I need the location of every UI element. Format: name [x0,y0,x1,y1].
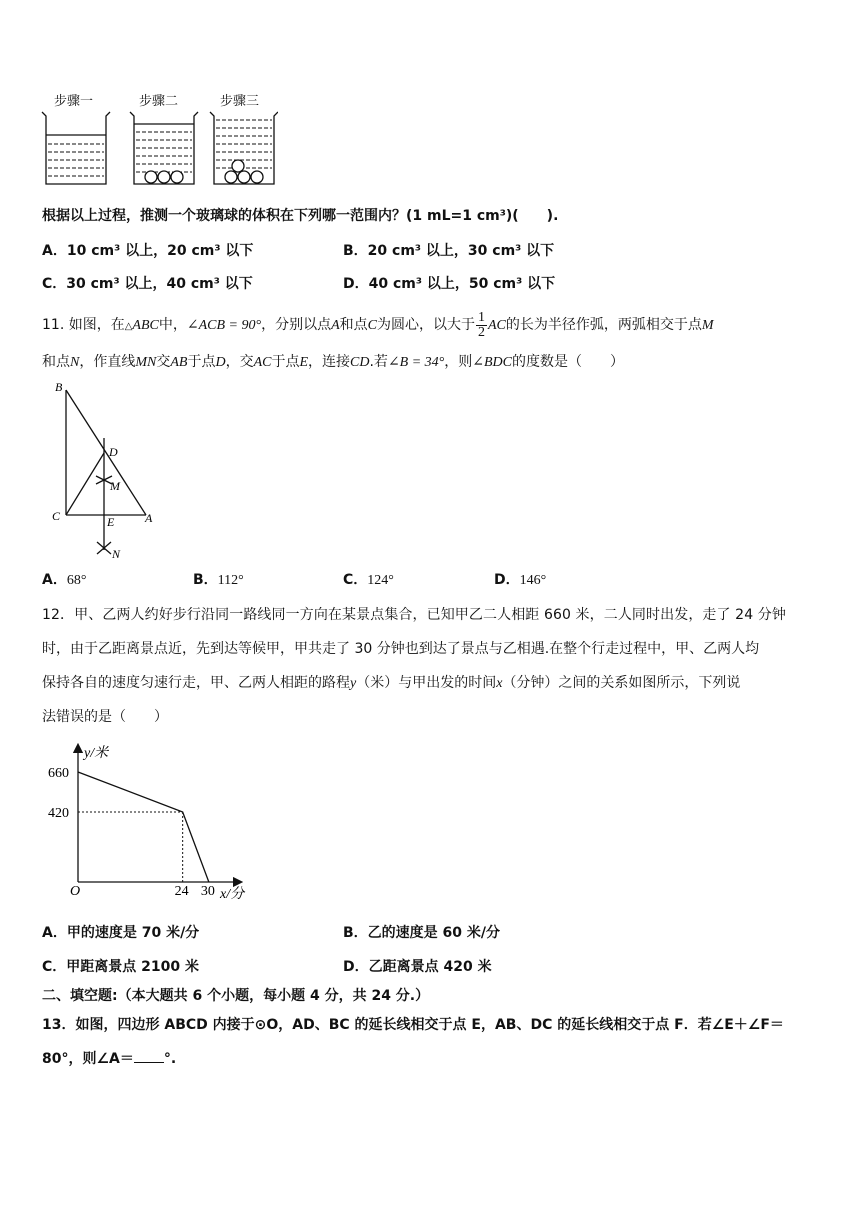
beaker-3 [210,112,278,184]
q12-line3: 保持各自的速度匀速行走，甲、乙两人相距的路程y（米）与甲出发的时间x（分钟）之间的关系如图所示，下列说 [42,675,741,691]
q12-line4: 法错误的是（ ） [42,709,168,725]
q12-line2: 时，由于乙距离景点近，先到达等候甲，甲共走了 30 分钟也到达了景点与乙相遇.在整个行走过程中，甲、乙两人均 [42,641,760,657]
q12-option-d: D．乙距离景点 420 米 [343,959,492,975]
beaker-1 [42,112,110,184]
q12-line1: 12．甲、乙两人约好步行沿同一路线同一方向在某景点集合，已知甲乙二人相距 660 米，二人同时出发，走了 24 分钟 [42,607,786,623]
q11-triangle-figure [46,378,176,563]
q11-option-c: C．124° [343,572,394,588]
answer-blank [134,1050,164,1063]
q11-line1: 11. 如图，在△ABC中，∠ACB = 90°，分别以点A和点C为圆心，以大于 $\frac{1}{2}$ AC的长为半径作弧，两弧相交于点M [42,309,714,340]
q11-option-b: B．112° [193,572,244,588]
q10-option-d: D．40 cm³ 以上，50 cm³ 以下 [343,276,556,292]
label-a: A [145,511,153,525]
q11-option-a: A．68° [42,572,87,588]
q13-line1: 13．如图，四边形 ABCD 内接于⊙O，AD、BC 的延长线相交于点 E，AB、DC 的延长线相交于点 F．若∠E＋∠F＝ [42,1017,784,1033]
x-tick-24: 24 [174,884,189,899]
q10-stem: 根据以上过程，推测一个玻璃球的体积在下列哪一范围内？(1 mL=1 cm³)( ). [42,208,559,224]
beaker-2 [130,112,198,184]
q13-line2: 80°，则∠A＝ °. [42,1051,177,1067]
q10-option-c: C．30 cm³ 以上，40 cm³ 以下 [42,276,253,292]
fraction-one-half: $\frac{1}{2}$ [478,309,485,340]
beaker-figure [38,88,278,193]
label-d: D [109,445,118,459]
beaker-step2-label: 步骤二 [139,94,179,109]
triangle-symbol: △ [124,321,133,332]
q10-option-b: B．20 cm³ 以上，30 cm³ 以下 [343,243,555,259]
y-tick-420: 420 [48,806,69,821]
label-n: N [112,547,121,561]
chart-y-label: y/米 [84,746,109,761]
section2-heading: 二、填空题:（本大题共 6 个小题，每小题 4 分，共 24 分.） [42,988,430,1004]
q10-option-a: A．10 cm³ 以上，20 cm³ 以下 [42,243,254,259]
q11-option-d: D．146° [494,572,547,588]
chart-x-label: x/分 [220,887,245,902]
chart-origin: O [70,884,81,899]
series-line-y [78,772,209,882]
beakers-drawing [38,108,278,188]
label-c: C [52,509,61,523]
q12-option-a: A．甲的速度是 70 米/分 [42,925,200,941]
segment-cd [66,453,104,515]
label-m: M [110,479,120,493]
beaker-step1-label: 步骤一 [54,94,94,109]
label-b: B [55,380,63,394]
label-e: E [107,515,115,529]
q11-line2: 和点N，作直线MN交AB于点D，交AC于点E，连接CD.若∠B = 34°，则∠BDC的度数是（ ） [42,354,624,370]
y-tick-660: 660 [48,766,69,781]
beaker-step3-label: 步骤三 [220,94,260,109]
q12-option-c: C．甲距离景点 2100 米 [42,959,199,975]
q12-distance-time-chart [40,740,270,905]
q12-option-b: B．乙的速度是 60 米/分 [343,925,501,941]
x-tick-30: 30 [200,884,215,899]
